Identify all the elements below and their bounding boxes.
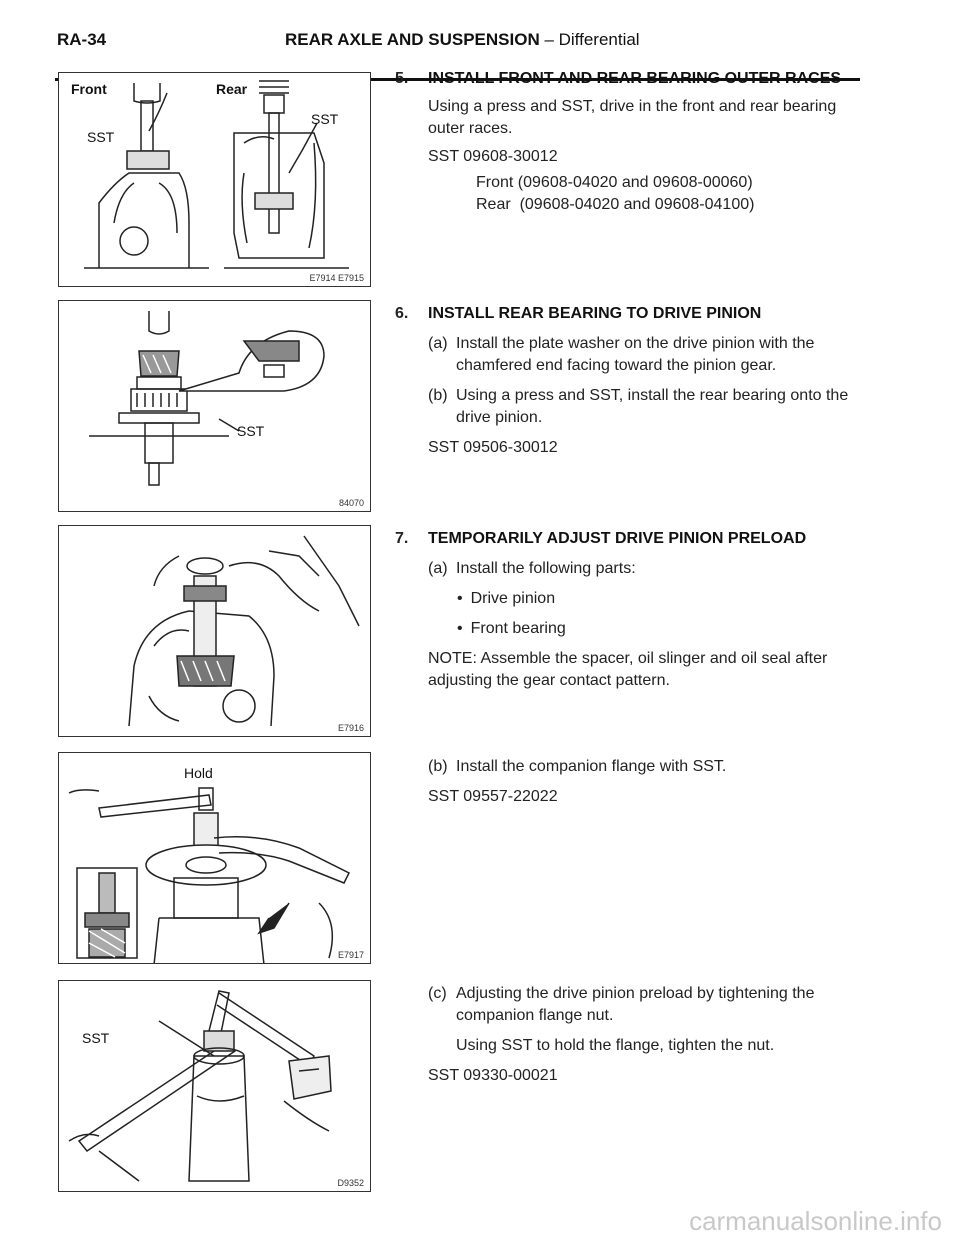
substep-label: (a) — [428, 560, 448, 577]
substep-label: (b) — [428, 387, 448, 404]
step-5 — [395, 68, 865, 216]
figure-rear-bearing-pinion — [58, 300, 371, 512]
page-number: RA-34 — [57, 30, 107, 49]
step-number: 7. — [395, 530, 409, 547]
subsection-name: – Differential — [544, 30, 640, 49]
watermark: carmanualsonline.info — [689, 1206, 942, 1236]
substep-text: Using a press and SST, install the rear bearing onto the drive pinion. — [456, 387, 849, 426]
step-title: INSTALL FRONT AND REAR BEARING OUTER RACES — [428, 70, 842, 87]
note: NOTE: Assemble the spacer, oil slinger and oil seal after adjusting the gear contact pattern. — [428, 650, 828, 689]
substep-c — [428, 983, 865, 1027]
figure-companion-flange — [58, 752, 371, 964]
step-7 — [395, 528, 865, 692]
sst-number: SST 09557-22022 — [428, 788, 558, 805]
figure-bearing-races — [58, 72, 371, 287]
companion-flange-illustration — [59, 753, 371, 964]
page-header — [0, 30, 960, 54]
step-7b — [395, 756, 865, 808]
substep-text: Install the companion flange with SST. — [456, 758, 727, 775]
sst-front: Front (09608-04020 and 09608-00060) — [476, 174, 753, 191]
section-name: REAR AXLE AND SUSPENSION — [285, 30, 540, 49]
substep-label: (c) — [428, 985, 447, 1002]
sst-rear: Rear (09608-04020 and 09608-04100) — [476, 196, 755, 213]
step-number: 6. — [395, 305, 409, 322]
substep-b — [428, 385, 865, 429]
step-7c — [395, 983, 865, 1087]
sst-number: SST 09506-30012 — [428, 439, 558, 456]
step-number: 5. — [395, 70, 409, 87]
label-rear: Rear — [216, 81, 248, 97]
step-title: INSTALL REAR BEARING TO DRIVE PINION — [428, 305, 762, 322]
substep-b — [428, 756, 865, 778]
substep-text: Install the following parts: — [456, 560, 636, 577]
label-sst-left: SST — [87, 129, 115, 145]
sst-number: SST 09608-30012 — [428, 148, 558, 165]
step-text: Using a press and SST, drive in the front and rear bearing outer races. — [428, 98, 837, 137]
bullet-item: • Front bearing — [457, 618, 865, 640]
figure-code: E7917 — [337, 950, 364, 960]
tighten-nut-illustration — [59, 981, 371, 1192]
label-sst-right: SST — [311, 111, 339, 127]
substep-text: Adjusting the drive pinion preload by tightening the companion flange nut. — [456, 985, 815, 1024]
bearing-races-illustration — [59, 73, 371, 287]
figure-install-pinion — [58, 525, 371, 737]
rear-bearing-illustration — [59, 301, 371, 512]
sst-number: SST 09330-00021 — [428, 1067, 558, 1084]
figure-tighten-nut — [58, 980, 371, 1192]
bullet-item: • Drive pinion — [457, 588, 865, 610]
step-title: TEMPORARILY ADJUST DRIVE PINION PRELOAD — [428, 530, 807, 547]
figure-code: E7916 — [337, 723, 364, 733]
substep-text: Install the plate washer on the drive pinion with the chamfered end facing toward the pinion gear. — [456, 335, 815, 374]
label-sst: SST — [82, 1030, 110, 1046]
figure-code: 84070 — [338, 498, 364, 508]
section-title — [285, 30, 640, 50]
label-hold: Hold — [184, 765, 213, 781]
substep-label: (b) — [428, 758, 448, 775]
figure-code: E7914 E7915 — [309, 273, 364, 283]
install-pinion-illustration — [59, 526, 371, 737]
substep-label: (a) — [428, 335, 448, 352]
label-sst: SST — [237, 423, 265, 439]
figure-code: D9352 — [337, 1178, 364, 1188]
label-front: Front — [71, 81, 107, 97]
substep-a — [428, 558, 865, 580]
substep-text-2: Using SST to hold the flange, tighten the nut. — [456, 1037, 775, 1054]
substep-a — [428, 333, 865, 377]
step-6 — [395, 303, 865, 459]
